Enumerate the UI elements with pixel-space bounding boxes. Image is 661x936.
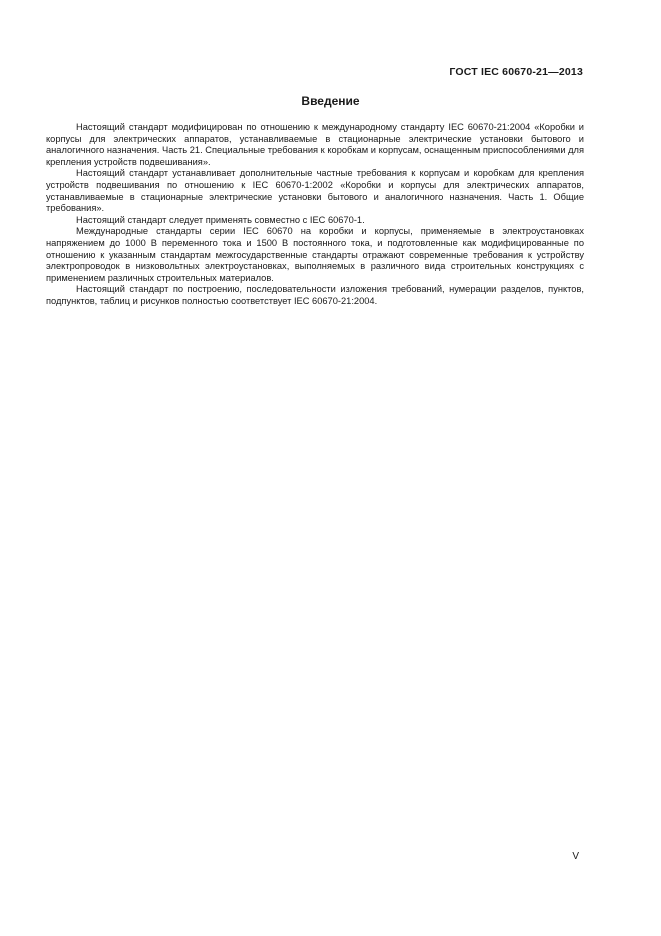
paragraph-5: Настоящий стандарт по построению, последовательности изложения требований, нумерации разделов, пунктов, подпунктов, таблиц и рисунков полностью соответствует IEC 60670-21:2004. (46, 284, 584, 306)
introduction-body (46, 122, 584, 308)
paragraph-3: Настоящий стандарт следует применять совместно с IEC 60670-1. (76, 214, 365, 225)
paragraph-1: Настоящий стандарт модифицирован по отношению к международному стандарту IEC 60670-21:2004 «Коробки и корпусы для электрических аппаратов, устанавливаемые в стационарные электрические установки бытового и аналогичного назначения. Часть 21. Специальные требования к коробкам и корпусам, оснащенным приспособлениями для крепления устройств подвешивания». (46, 122, 584, 167)
page-number: V (572, 851, 579, 862)
section-title: Введение (301, 94, 360, 108)
paragraph-2: Настоящий стандарт устанавливает дополнительные частные требования к корпусам и коробкам для крепления устройств подвешивания по отношению к IEC 60670-1:2002 «Коробки и корпусы для электрических аппаратов, устанавливаемые в стационарные электрические установки бытового и аналогичного назначения. Часть 1. Общие требования». (46, 168, 584, 214)
paragraph-4: Международные стандарты серии IEC 60670 на коробки и корпусы, применяемые в электроустановках напряжением до 1000 В переменного тока и 1500 В постоянного тока, и подготовленные как модифицированные по отношению к указанным стандартам межгосударственные стандарты отражают современные требования к устройству электропроводок в низковольтных электроустановках, выполняемых в различного вида строительных конструкциях с применением различных строительных материалов. (46, 226, 584, 283)
document-code-header: ГОСТ IEC 60670-21—2013 (449, 66, 583, 78)
